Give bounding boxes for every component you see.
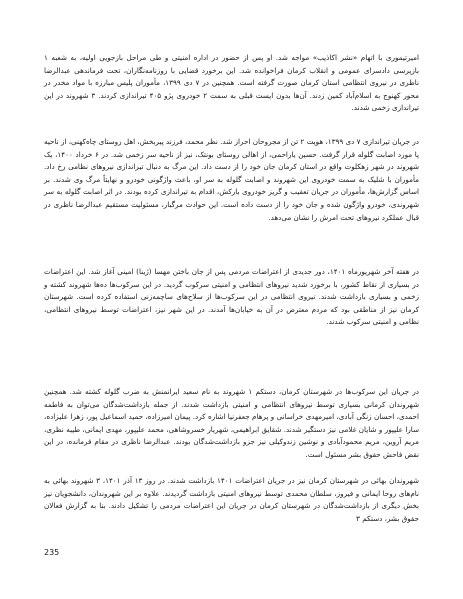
page-number: 235 bbox=[44, 548, 60, 557]
paragraph-5: شهروندان بهائی در شهرستان کرمان نیز در جریان اعتراضات ۱۴۰۱ بازداشت شدند. در روز ۱۳ آذر ۱۴۰۱، ۳ شهروند بهائی به نام‌های روحا ایمانی و فیروز، سلطان محمدی توسط نیروهای امنیتی بازداشت گردیدند. علاوه بر این شهروندان، دانشجویان نیز بخش دیگری از بازداشت‌شدگان در شهرستان کرمان در جریان این اعتراضات مردمی را تشکیل دادند. بنا به گزارش فعالان حقوق بشر، دستکم ۳ bbox=[44, 476, 419, 523]
paragraph-3: در هفته آخر شهریورماه ۱۴۰۱، دور جدیدی از اعتراضات مردمی پس از جان باختن مهسا (ژینا) امینی آغاز شد. این اعتراضات در بسیاری از نقاط کشور، با برخورد شدید نیروهای انتظامی و امنیتی سرکوب گردید. در این سرکوب‌ها ده‌ها شهروند کشته و زخمی و بسیاری بازداشت شدند. نیروی انتظامی در این سرکوب‌ها از سلاح‌های ساچمه‌زنی استفاده کرده است. شهرستان کرمان نیز از مناطقی بود که مردم معترض در آن به خیابان‌ها آمدند. در این شهر نیز، اعتراضات توسط نیروهای انتظامی، نظامی و امنیتی سرکوب شدند. bbox=[44, 267, 419, 327]
paragraph-2: در جریان تیراندازی ۷ دی ۱۳۹۹، هویت ۲ تن از مجروحان احراز شد. نظر محمد، فرزند پیربخش، اهل روستای چاه‌کهنی، از ناحیه پا مورد اصابت گلوله قرار گرفت. حسین یاراحمی، از اهالی روستای بونتک، نیز از ناحیه سر زخمی شد. در ۶ خرداد ۱۴۰۰، یک شهروند در شهر زهکلوت واقع در استان کرمان جان خود را از دست داد. این مرگ به دنبال تیراندازی نیروهای نظامی رخ داد. مأموران با شلیک به سمت خودروی این شهروند و اصابت گلوله به سر او، باعث واژگونی خودرو و نهایتاً مرگ وی شدند. بر اساس گزارش‌ها، مأموران در جریان تعقیب و گریز خودروی بارکش، اقدام به تیراندازی کرده بودند. در اثر اصابت گلوله به سر شهروندی، خودرو واژگون شده و جان خود را از دست داده است. این حوادث مرگبار، مسئولیت مستقیم عبدالرضا ناظری در قبال عملکرد نیروهای تحت امرش را نشان می‌دهد. bbox=[44, 137, 420, 222]
paragraph-4: در جریان این سرکوب‌ها در شهرستان کرمان، دستکم ۱ شهروند به نام سعید ایرانمنش به ضرب گلوله کشته شد. همچنین شهروندان کرمانی بسیاری توسط نیروهای انتظامی و امنیتی بازداشت شدند. از جمله بازداشت‌شدگان می‌توان به فاطمه احمدی، احسان زنگی آبادی، امیرمهدی خراسانی و پرهام جعفرنیا اشاره کرد. پیمان امیرزاده، حمید اسماعیل پور، زهرا علیزاده، سارا علیپور و شایان غلامی نیز دستگیر شدند. شقایق ابراهیمی، شهریار خسروشاهی، محمد علیپور، مهدی ایمانی، طیبه نظری، مریم آروین، مریم محمودآبادی و نوشین زندوکیلی نیز جزو بازداشت‌شدگان بودند. عبدالرضا ناظری در مقام فرمانده، در این نقض فاحش حقوق بشر مسئول است. bbox=[44, 387, 419, 459]
paragraph-1: امیرتیموری با اتهام «نشر اکاذیب» مواجه شد. او پس از حضور در اداره امنیتی و طی مراحل بازجویی اولیه، به شعبه ۱ بازپرسی دادسرای عمومی و انقلاب کرمان فراخوانده شد. این برخورد قضایی با روزنامه‌نگاران، تحت فرماندهی عبدالرضا ناظری در نیروی انتظامی استان کرمان صورت گرفته است. همچنین در ۷ دی ۱۳۹۹، مأموران پلیس مبارزه با مواد مخدر در محور کهنوج به اسلام‌آباد کمین زدند. آن‌ها بدون ایست قبلی به سمت ۲ خودروی پژو ۴۰۵ تیراندازی کردند. ۳ شهروند در این تیراندازی زخمی شدند. bbox=[44, 53, 419, 113]
